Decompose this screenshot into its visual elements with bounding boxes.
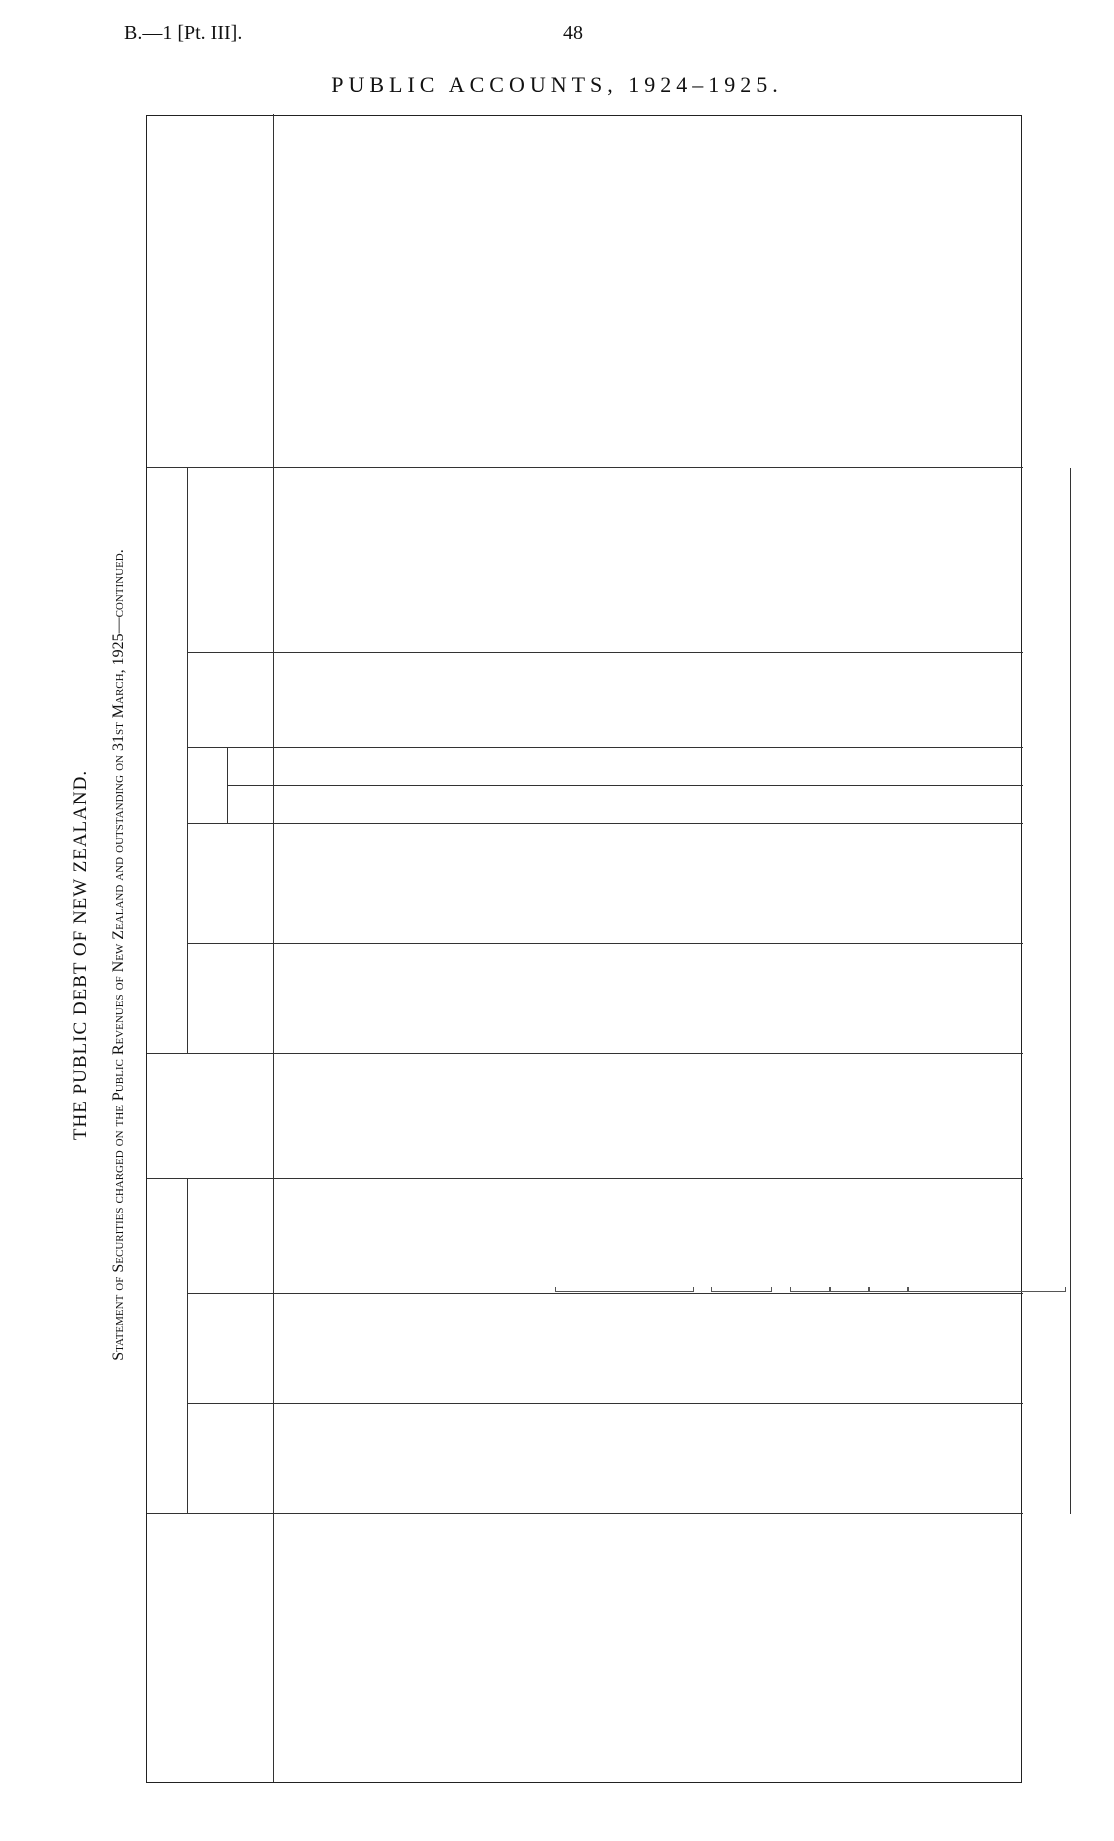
brace-mark — [711, 1287, 772, 1292]
brace-mark — [907, 1287, 1066, 1292]
column-divider — [187, 823, 1023, 824]
table-title: THE PUBLIC DEBT OF NEW ZEALAND. — [70, 769, 91, 1141]
brace-mark — [829, 1287, 870, 1292]
brace-mark — [790, 1287, 831, 1292]
debt-table — [146, 115, 1022, 1783]
group-divider — [227, 748, 228, 824]
column-divider — [147, 1178, 1023, 1179]
column-divider — [147, 1513, 1023, 1514]
group-divider — [187, 468, 188, 824]
column-divider — [187, 652, 1023, 653]
table-subtitle: Statement of Securities charged on the Public Revenues of New Zealand and outstanding on 31st March, 1925—continued. — [110, 549, 127, 1361]
column-divider — [187, 747, 1023, 748]
group-divider — [187, 1179, 188, 1514]
column-divider — [187, 1403, 1023, 1404]
total-rule — [1070, 468, 1071, 1514]
brace-mark — [868, 1287, 909, 1292]
rotated-table-stage — [70, 115, 1030, 1795]
column-divider — [147, 467, 1023, 468]
page-header-left: B.—1 [Pt. III]. — [124, 22, 243, 44]
page-title: PUBLIC ACCOUNTS, 1924–1925. — [331, 72, 783, 97]
column-divider — [187, 943, 1023, 944]
brace-mark — [555, 1287, 694, 1292]
column-divider — [147, 1053, 1023, 1054]
column-divider — [187, 1293, 1023, 1294]
group-divider — [187, 824, 188, 1054]
page-number: 48 — [563, 22, 583, 44]
column-divider — [227, 785, 1023, 786]
header-divider — [273, 114, 274, 1782]
